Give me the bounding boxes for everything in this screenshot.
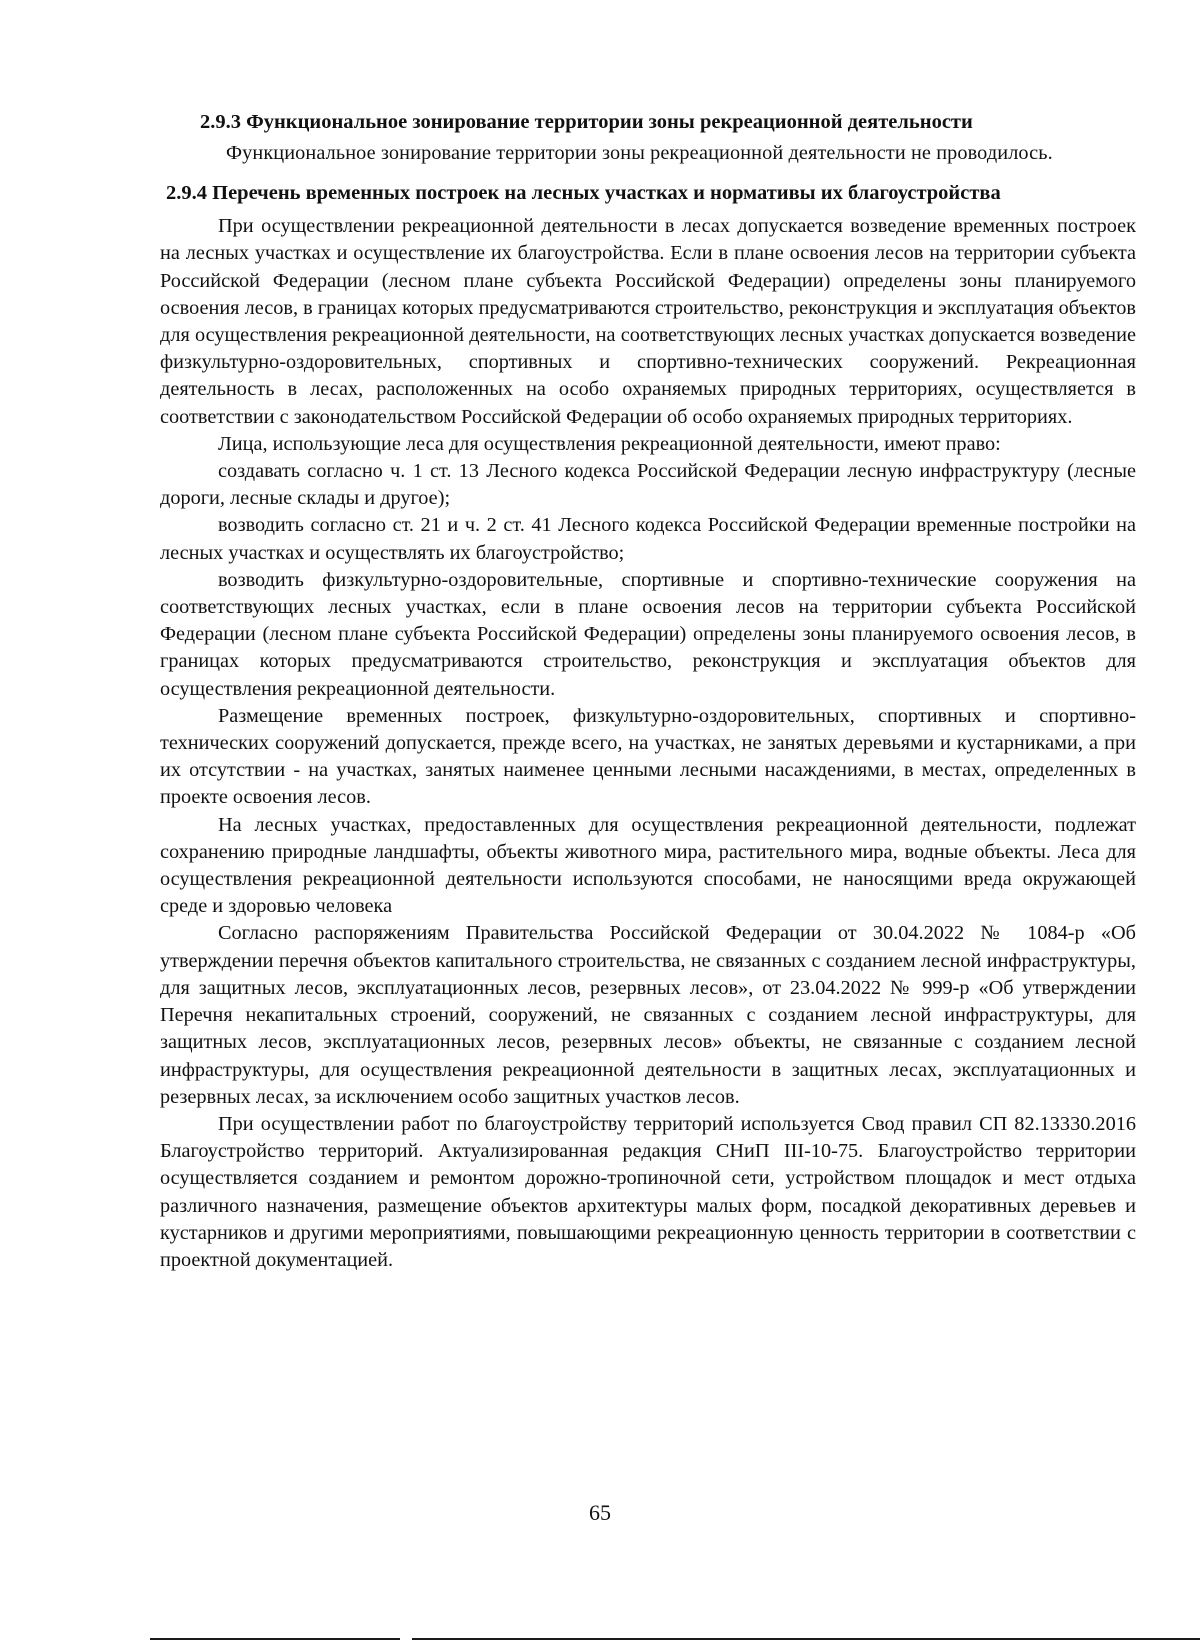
paragraph-preservation: На лесных участках, предоставленных для осуществления рекреационной деятельности, подлежат сохранению природные ландшафты, объекты животного мира, растительного мира, водные объекты. Леса для осуществления рекреационной деятельности используются способами, не наносящими вреда окружающей среде и здоровью человека bbox=[160, 813, 1136, 918]
bottom-scan-line-gap bbox=[400, 1635, 412, 1643]
paragraph-right-temporary-buildings: возводить согласно ст. 21 и ч. 2 ст. 41 Лесного кодекса Российской Федерации временные постройки на лесных участках и осуществлять их благоустройство; bbox=[160, 514, 1136, 564]
bottom-scan-line bbox=[150, 1638, 1200, 1640]
paragraph-placement: Размещение временных построек, физкультурно-оздоровительных, спортивных и спортивно-технических сооружений допускается, прежде всего, на участках, не занятых деревьями и кустарниками, а при их отсутствии - на участках, занятых наименее ценными лесными насаждениями, в местах, определенных в проекте освоения лесов. bbox=[160, 704, 1136, 809]
section-heading-2-9-3: 2.9.3 Функциональное зонирование территории зоны рекреационной деятельности bbox=[200, 111, 973, 133]
paragraph-landscaping: При осуществлении работ по благоустройству территорий используется Свод правил СП 82.13330.2016 Благоустройство территорий. Актуализированная редакция СНиП III-10-75. Благоустройство территории осуществляется созданием и ремонтом дорожно-тропиночной сети, устройством площадок и мест отдыха различного назначения, размещение объектов архитектуры малых форм, посадкой декоративных деревьев и кустарников и другими мероприятиями, повышающими рекреационную ценность территории в соответствии с проектной документацией. bbox=[160, 1112, 1136, 1271]
section-heading-2-9-4: 2.9.4 Перечень временных построек на лесных участках и нормативы их благоустройства bbox=[166, 182, 1001, 205]
paragraph-temporary-buildings: При осуществлении рекреационной деятельности в лесах допускается возведение временных построек на лесных участках и осуществление их благоустройства. Если в плане освоения лесов на территории субъекта Российской Федерации (лесном плане субъекта Российской Федерации) определены зоны планируемого освоения лесов, в границах которых предусматриваются строительство, реконструкция и эксплуатация объектов для осуществления рекреационной деятельности, на соответствующих лесных участках допускается возведение физкультурно-оздоровительных, спортивных и спортивно-технических сооружений. Рекреационная деятельность в лесах, расположенных на особо охраняемых природных территориях, осуществляется в соответствии с законодательством Российской Федерации об особо охраняемых природных территориях. bbox=[160, 215, 1136, 428]
paragraph-government-orders: Согласно распоряжениям Правительства Российской Федерации от 30.04.2022 № 1084-р «Об утверждении перечня объектов капитального строительства, не связанных с созданием лесной инфраструктуры, для защитных лесов, эксплуатационных лесов, резервных лесов», от 23.04.2022 № 999-р «Об утверждении Перечня некапитальных строений, сооружений, не связанных с созданием лесной инфраструктуры, для защитных лесов, эксплуатационных лесов, резервных лесов» объекты, не связанные с созданием лесной инфраструктуры, для осуществления рекреационной деятельности в защитных лесах, эксплуатационных и резервных лесах, за исключением особо защитных участков лесов. bbox=[160, 922, 1136, 1108]
paragraph-right-infrastructure: создавать согласно ч. 1 ст. 13 Лесного кодекса Российской Федерации лесную инфраструктуру (лесные дороги, лесные склады и другое); bbox=[160, 460, 1136, 510]
paragraph-right-sports-facilities: возводить физкультурно-оздоровительные, спортивные и спортивно-технические сооружения на соответствующих лесных участках, если в плане освоения лесов на территории субъекта Российской Федерации (лесном плане субъекта Российской Федерации) определены зоны планируемого освоения лесов, в границах которых предусматриваются строительство, реконструкция и эксплуатация объектов для осуществления рекреационной деятельности. bbox=[160, 568, 1136, 700]
page-number: 65 bbox=[589, 1500, 611, 1525]
document-page bbox=[160, 108, 1136, 1274]
paragraph-zoning: Функциональное зонирование территории зоны рекреационной деятельности не проводилось. bbox=[226, 142, 1053, 164]
paragraph-rights-intro: Лица, использующие леса для осуществления рекреационной деятельности, имеют право: bbox=[218, 432, 1001, 455]
